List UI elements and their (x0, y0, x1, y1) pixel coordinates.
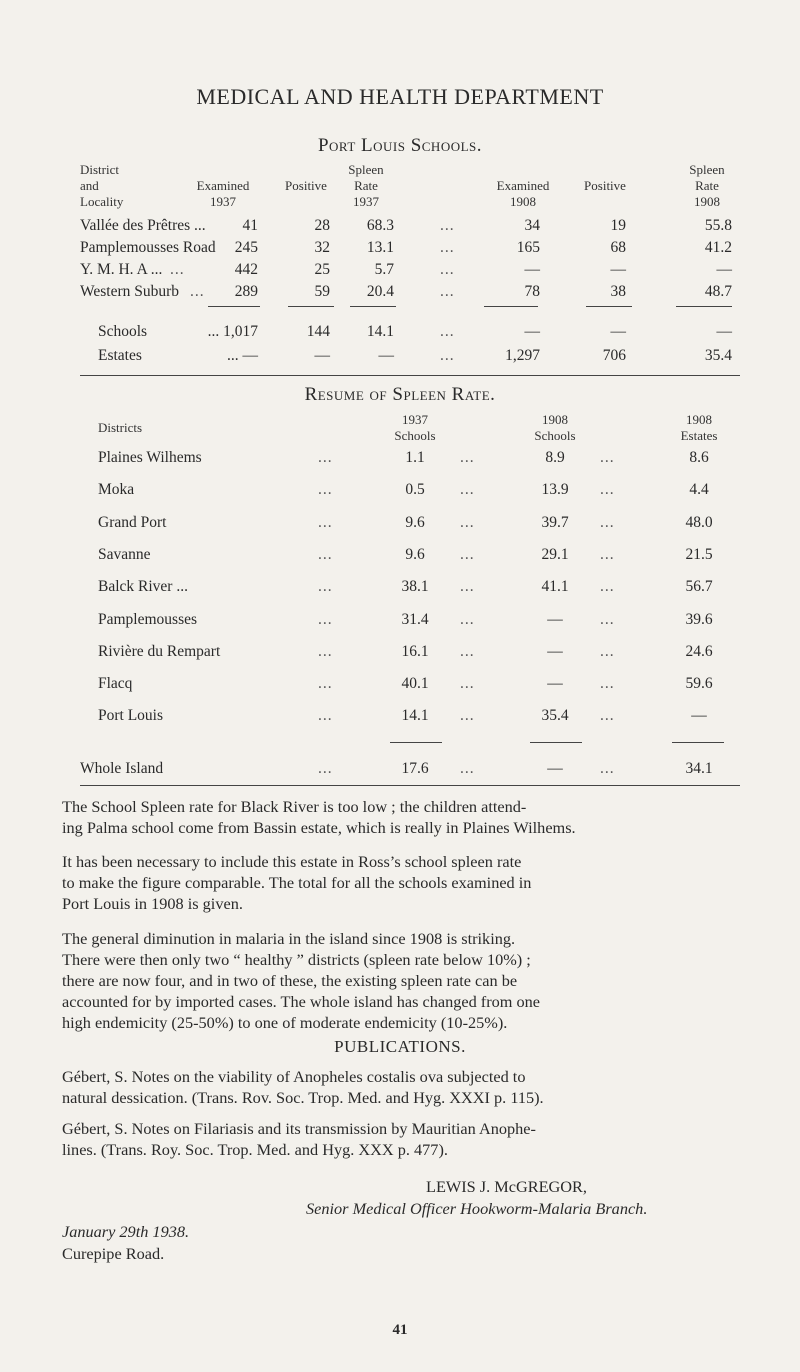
table2-1937-schools: 1.1 (405, 449, 425, 466)
table2-1937-schools: 14.1 (401, 707, 429, 724)
table1-spleen-rate-1908: 48.7 (704, 283, 732, 300)
table2-1908-schools: — (547, 643, 563, 660)
table2-1908-estates: 24.6 (685, 643, 713, 660)
table2-1937-schools: 9.6 (405, 546, 425, 563)
table2-leader-dots: ... (460, 514, 475, 531)
col-1937-schools-line2: Schools (394, 428, 436, 443)
table2-1908-estates: 21.5 (685, 546, 713, 563)
table2-leader-dots: ... (318, 546, 333, 563)
table1-positive-1937: 32 (314, 239, 330, 256)
table2-1937-schools: 16.1 (401, 643, 429, 660)
table1-spleen-rate-1937: 20.4 (366, 283, 394, 300)
table1-spleen-rate-1908: — (716, 261, 732, 278)
paragraph-3-line: The general diminution in malaria in the island since 1908 is striking. (62, 929, 516, 948)
table2-1908-estates: 48.0 (685, 514, 713, 531)
col-positive-1908: Positive (584, 178, 626, 193)
table2-1908-schools: 29.1 (541, 546, 569, 563)
table1-total-examined-1937: ... 1,017 (207, 323, 258, 340)
table2-district-name: Moka (98, 481, 135, 498)
page-title: MEDICAL AND HEALTH DEPARTMENT (196, 84, 604, 109)
table1-positive-1937: 25 (314, 261, 330, 278)
table2-total-1908-schools: — (547, 760, 563, 777)
table1-spleen-rate-1908: 41.2 (704, 239, 732, 256)
table2-leader-dots: ... (318, 707, 333, 724)
table2-district-name: Pamplemousses (98, 611, 198, 628)
table2-leader-dots: ... (460, 578, 475, 595)
signature-role: Senior Medical Officer Hookworm-Malaria Branch. (306, 1199, 648, 1218)
paragraph-1 (62, 796, 738, 838)
table2-leader-dots: ... (600, 546, 615, 563)
table1-examined-1908: 165 (516, 239, 540, 256)
col-1937-schools-line1: 1937 (402, 412, 428, 427)
table2-1937-schools: 0.5 (405, 481, 425, 498)
table1-positive-1937: 59 (314, 283, 330, 300)
table2-1908-schools: — (547, 675, 563, 692)
table1-examined-1937: 442 (234, 261, 258, 278)
table2-1937-schools: 31.4 (401, 611, 429, 628)
table2-leader-dots: ... (600, 611, 615, 628)
table1-district-name: Western Suburb (80, 283, 180, 300)
table2-1908-schools: — (547, 611, 563, 628)
table2-district-name: Grand Port (98, 514, 167, 531)
signature-name: LEWIS J. McGREGOR, (426, 1177, 587, 1196)
table2-leader-dots: ... (600, 707, 615, 724)
table1-total-name: Estates (98, 347, 142, 364)
publication-1 (62, 1066, 738, 1108)
col-spleen-1937-line2: Rate (354, 178, 378, 193)
table2-leader-dots: ... (600, 449, 615, 466)
table2-leader-dots: ... (318, 643, 333, 660)
table2-leader-dots: ... (460, 546, 475, 563)
table2-leader-dots: ... (460, 643, 475, 660)
publications-heading: PUBLICATIONS. (334, 1037, 466, 1056)
publication-2-line: lines. (Trans. Roy. Soc. Trop. Med. and Hyg. XXX p. 477). (62, 1140, 448, 1159)
table2-leader-dots: ... (318, 611, 333, 628)
table2-leader-dots: ... (318, 481, 333, 498)
table1-examined-1908: 78 (524, 283, 540, 300)
table2-total-1937-schools: 17.6 (401, 760, 429, 777)
table1-total-positive-1908: 706 (602, 347, 626, 364)
table1-title: Port Louis Schools. (317, 135, 483, 156)
table1-spleen-rate-1937: 5.7 (374, 261, 394, 278)
publication-2 (62, 1118, 738, 1160)
col-spleen-1937-line1: Spleen (348, 162, 384, 177)
col-spleen-1908-line3: 1908 (694, 194, 720, 209)
table1-district-name: Vallée des Prêtres ... (80, 217, 206, 234)
table2-district-name: Flacq (98, 675, 133, 692)
paragraph-1-line: ing Palma school come from Bassin estate, which is really in Plaines Wilhems. (62, 818, 576, 837)
table1-total-spleen-rate-1937: — (378, 347, 394, 364)
table2-1908-estates: — (691, 707, 707, 724)
table2-district-name: Savanne (98, 546, 151, 563)
paragraph-2-line: to make the figure comparable. The total for all the schools examined in (62, 873, 532, 892)
table2-leader-dots: ... (318, 578, 333, 595)
table2-district-name: Port Louis (98, 707, 164, 724)
table2-leader-dots: ... (600, 514, 615, 531)
col-examined-1908-line2: 1908 (510, 194, 536, 209)
table1-examined-1908: 34 (524, 217, 540, 234)
table2-1908-estates: 59.6 (685, 675, 713, 692)
table1-district-name: Pamplemousses Road (80, 239, 216, 256)
paragraph-3-line: There were then only two “ healthy ” districts (spleen rate below 10%) ; (62, 950, 531, 969)
col-spleen-1908-line2: Rate (695, 178, 719, 193)
table1-positive-1937: 28 (314, 217, 330, 234)
table1-total-spleen-rate-1937: 14.1 (366, 323, 394, 340)
table1-total-examined-1908: — (524, 323, 540, 340)
table2-1937-schools: 40.1 (401, 675, 429, 692)
table2-1908-schools: 39.7 (541, 514, 569, 531)
table2-leader-dots: ... (460, 481, 475, 498)
table2-total-name: Whole Island (80, 760, 164, 777)
paragraph-3-line: accounted for by imported cases. The whole island has changed from one (62, 992, 541, 1011)
col-district-line3: Locality (80, 194, 124, 209)
col-district-line1: District (80, 162, 119, 177)
table2-1908-schools: 35.4 (541, 707, 569, 724)
table2-leader-dots: ... (318, 514, 333, 531)
col-1908-schools-line1: 1908 (542, 412, 568, 427)
table2-leader-dots: ... (460, 449, 475, 466)
table1-leader-dots: ... (190, 283, 205, 300)
table2-district-name: Plaines Wilhems (98, 449, 202, 466)
table2-1908-estates: 56.7 (685, 578, 713, 595)
col-district-line2: and (80, 178, 99, 193)
table2-leader-dots: ... (460, 760, 475, 777)
table2-leader-dots: ... (318, 760, 333, 777)
table2-title: Resume of Spleen Rate. (304, 384, 496, 405)
paragraph-3-line: high endemicity (25-50%) to one of moderate endemicity (10-25%). (62, 1013, 508, 1032)
table1-positive-1908: 38 (610, 283, 626, 300)
table2-leader-dots: ... (600, 578, 615, 595)
table1-separator: ... (440, 347, 455, 364)
table2-district-name: Balck River ... (98, 578, 188, 595)
table1-examined-1937: 245 (234, 239, 258, 256)
col-1908-schools-line2: Schools (534, 428, 576, 443)
table2-leader-dots: ... (460, 611, 475, 628)
table2-leader-dots: ... (600, 675, 615, 692)
table1-separator: ... (440, 283, 455, 300)
table2-leader-dots: ... (600, 481, 615, 498)
table1-district-name: Y. M. H. A ... (80, 261, 163, 278)
page-number: 41 (392, 1322, 408, 1338)
table2-leader-dots: ... (460, 707, 475, 724)
table2-leader-dots: ... (460, 675, 475, 692)
table2-leader-dots: ... (318, 449, 333, 466)
col-1908-estates-line1: 1908 (686, 412, 712, 427)
table1-total-spleen-rate-1908: — (716, 323, 732, 340)
col-spleen-1908-line1: Spleen (689, 162, 725, 177)
table2-leader-dots: ... (600, 643, 615, 660)
paragraph-2-line: It has been necessary to include this estate in Ross’s school spleen rate (62, 852, 522, 871)
table1-total-positive-1937: 144 (306, 323, 330, 340)
table2-1908-estates: 39.6 (685, 611, 713, 628)
table1-separator: ... (440, 239, 455, 256)
table2-1908-estates: 8.6 (689, 449, 709, 466)
table1-leader-dots: ... (170, 261, 185, 278)
col-examined-1908-line1: Examined (496, 178, 550, 193)
paragraph-2-line: Port Louis in 1908 is given. (62, 894, 243, 913)
table1-positive-1908: — (610, 261, 626, 278)
table1-spleen-rate-1908: 55.8 (704, 217, 732, 234)
col-examined-1937-line2: 1937 (210, 194, 236, 209)
table1-total-examined-1937: ... — (227, 347, 258, 364)
table1-spleen-rate-1937: 13.1 (366, 239, 394, 256)
col-positive-1937: Positive (285, 178, 327, 193)
table1-total-name: Schools (98, 323, 148, 340)
table1-spleen-rate-1937: 68.3 (366, 217, 394, 234)
table2-1908-schools: 13.9 (541, 481, 569, 498)
table1-separator: ... (440, 217, 455, 234)
table1-examined-1937: 289 (234, 283, 258, 300)
paragraph-1-line: The School Spleen rate for Black River is too low ; the children attend- (62, 797, 527, 816)
table2-leader-dots: ... (600, 760, 615, 777)
table1-positive-1908: 19 (610, 217, 626, 234)
table1-total-positive-1908: — (610, 323, 626, 340)
table2-1908-schools: 8.9 (545, 449, 565, 466)
paragraph-3 (62, 928, 738, 1033)
table2-leader-dots: ... (318, 675, 333, 692)
paragraph-3-line: there are now four, and in two of these, the existing spleen rate can be (62, 971, 518, 990)
col-spleen-1937-line3: 1937 (353, 194, 379, 209)
table1-examined-1937: 41 (242, 217, 258, 234)
col-1908-estates-line2: Estates (680, 428, 718, 443)
publication-1-line: Gébert, S. Notes on the viability of Anopheles costalis ova subjected to (62, 1067, 526, 1086)
col-districts: Districts (98, 420, 143, 435)
table1-separator: ... (440, 323, 455, 340)
table2-district-name: Rivière du Rempart (98, 643, 221, 660)
table2-1937-schools: 9.6 (405, 514, 425, 531)
table2-1937-schools: 38.1 (401, 578, 429, 595)
signature-date: January 29th 1938. (62, 1222, 190, 1241)
table1-total-spleen-rate-1908: 35.4 (704, 347, 732, 364)
paragraph-2 (62, 851, 738, 914)
col-examined-1937-line1: Examined (196, 178, 250, 193)
table2-1908-estates: 4.4 (689, 481, 709, 498)
table1-positive-1908: 68 (610, 239, 626, 256)
table2-1908-schools: 41.1 (541, 578, 569, 595)
table1-separator: ... (440, 261, 455, 278)
table1-examined-1908: — (524, 261, 540, 278)
table1-total-examined-1908: 1,297 (505, 347, 540, 364)
table1-total-positive-1937: — (314, 347, 330, 364)
publication-1-line: natural dessication. (Trans. Rov. Soc. Trop. Med. and Hyg. XXXI p. 115). (62, 1088, 544, 1107)
table2-total-1908-estates: 34.1 (685, 760, 713, 777)
publication-2-line: Gébert, S. Notes on Filariasis and its transmission by Mauritian Anophe- (62, 1119, 536, 1138)
signature-place: Curepipe Road. (62, 1244, 165, 1263)
